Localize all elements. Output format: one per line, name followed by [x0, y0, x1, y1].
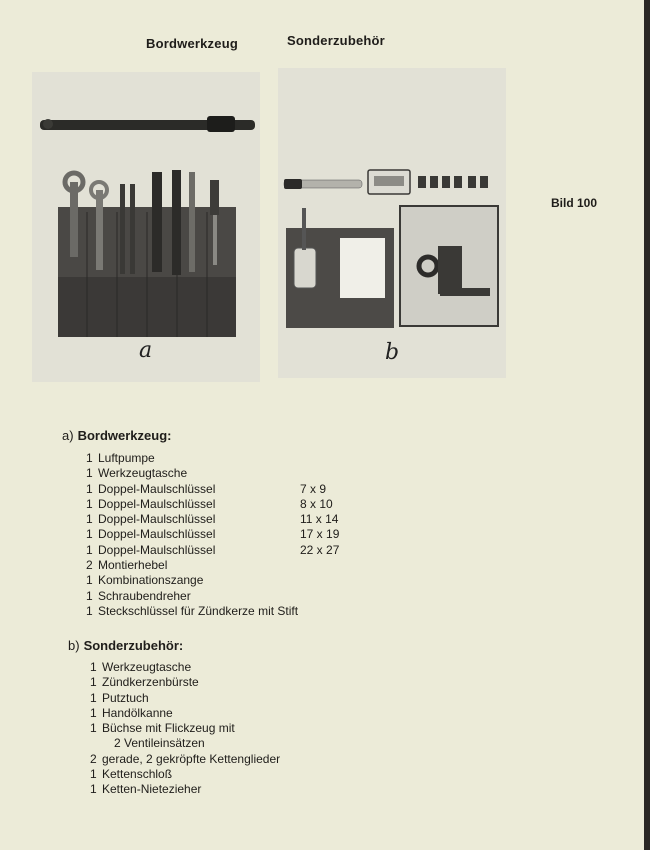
page-edge-shadow	[644, 0, 650, 850]
accessories-illustration	[278, 68, 506, 378]
list-item: 1 Ketten-Nietezieher	[90, 782, 202, 797]
list-item: 1 Büchse mit Flickzeug mit	[90, 721, 235, 736]
list-item: 1 Werkzeugtasche	[86, 466, 188, 481]
figure-label: Bild 100	[551, 196, 598, 210]
list-item: 1 Kombinationszange	[86, 573, 204, 588]
photo-sonderzubehoer	[278, 68, 506, 378]
list-item: 1 Kettenschloß	[90, 767, 173, 782]
section-b-heading: Sonderzubehör:	[83, 638, 184, 653]
heading-sonderzubehoer: Sonderzubehör	[287, 33, 385, 48]
photo-bordwerkzeug	[32, 72, 260, 382]
section-a-heading: Bordwerkzeug:	[77, 428, 172, 443]
section-b-prefix: b)	[68, 638, 80, 653]
list-item: 1 Doppel-Maulschlüssel 8 x 10	[86, 496, 333, 511]
list-item: 1 Putztuch	[90, 690, 149, 705]
list-item: 1 Steckschlüssel für Zündkerze mit Stift	[86, 603, 299, 618]
list-item: 1 Doppel-Maulschlüssel 11 x 14	[86, 512, 339, 527]
section-b-title	[68, 638, 183, 653]
photo-a-caption: a	[139, 338, 153, 363]
photo-b-caption: b	[385, 340, 400, 365]
list-item: 2 Montierhebel	[86, 558, 168, 573]
sonderzubehoer-list	[90, 660, 410, 798]
list-item: 1 Doppel-Maulschlüssel 22 x 27	[86, 542, 340, 557]
tool-kit-illustration	[32, 72, 260, 382]
list-item: 1 Doppel-Maulschlüssel 17 x 19	[86, 527, 340, 542]
list-item: 1 Werkzeugtasche	[90, 660, 192, 674]
section-a-prefix: a)	[62, 428, 74, 443]
list-item: 1 Luftpumpe	[86, 451, 155, 465]
section-a-title	[62, 428, 171, 443]
list-item: 1 Zündkerzenbürste	[90, 675, 199, 690]
list-item: 1 Schraubendreher	[86, 588, 191, 603]
list-item: 1 Doppel-Maulschlüssel 7 x 9	[86, 481, 327, 496]
list-item: 2 gerade, 2 gekröpfte Kettenglieder	[90, 751, 281, 766]
list-item: 1 Handölkanne	[90, 705, 173, 720]
heading-bordwerkzeug: Bordwerkzeug	[146, 36, 238, 51]
list-item: 2 Ventileinsätzen	[114, 736, 205, 751]
bordwerkzeug-list	[86, 451, 406, 619]
